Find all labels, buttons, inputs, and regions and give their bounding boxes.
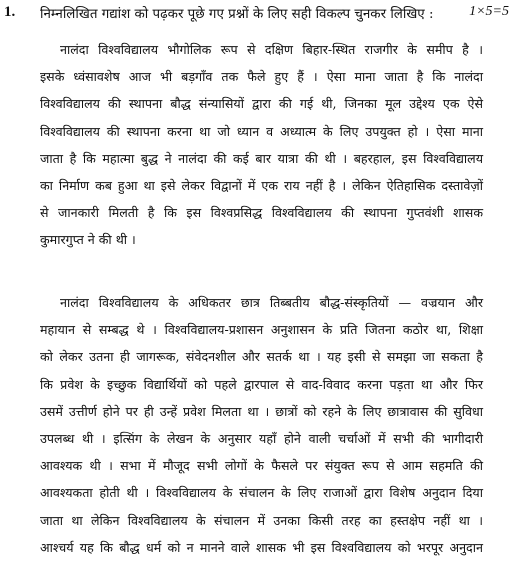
passage-line: इसके ध्वंसावशेष आज भी बड़गाँव तक फैले हुए हैं । ऐसा माना जाता है कि नालंदा <box>40 69 483 85</box>
question-marks: 1×5=5 <box>469 4 509 19</box>
passage-line: आवश्यक थी । सभा में मौजूद सभी लोगों के फैसले पर संयुक्त रूप से आम सहमति की <box>40 458 483 474</box>
passage-line: जाता था लेकिन विश्वविद्यालय के संचालन में उनका किसी तरह का हस्तक्षेप नहीं था । <box>40 512 483 528</box>
passage-line: विश्वविद्यालय की स्थापना बौद्ध संन्यासियों द्वारा की गई थी, जिनका मूल उद्देश्य एक ऐसे <box>40 96 483 112</box>
passage-line: कि प्रवेश के इच्छुक विद्यार्थियों को पहले द्वारपाल से वाद-विवाद करना पड़ता था और फिर <box>40 376 483 392</box>
passage-line: आश्चर्य यह कि बौद्ध धर्म को न मानने वाले शासक भी इस विश्वविद्यालय को भरपूर अनुदान <box>40 539 483 555</box>
passage-paragraph-2 <box>40 289 483 561</box>
passage-line: नालंदा विश्वविद्यालय भौगोलिक रूप से दक्षिण बिहार-स्थित राजगीर के समीप है । <box>60 42 483 57</box>
passage-line: नालंदा विश्वविद्यालय के अधिकतर छात्र तिब्बतीय बौद्ध-संस्कृतियों — वज्रयान और <box>60 295 483 310</box>
passage-line: उसमें उत्तीर्ण होने पर ही उन्हें प्रवेश मिलता था । छात्रों को रहने के लिए छात्रावास की सुविधा <box>40 403 483 419</box>
passage-line: का निर्माण कब हुआ था इसे लेकर विद्वानों में एक राय नहीं है । लेकिन ऐतिहासिक दस्तावेज़ों <box>40 177 483 193</box>
passage-line: से जानकारी मिलती है कि इस विश्वप्रसिद्ध विश्वविद्यालय की स्थापना गुप्तवंशी शासक <box>40 205 483 221</box>
passage-line: कुमारगुप्त ने की थी । <box>40 232 136 248</box>
passage-line: को लेकर उतना ही जागरूक, संवेदनशील और सतर्क था । यह इसी से समझा जा सकता है <box>40 349 483 365</box>
question-instruction: निम्नलिखित गद्यांश को पढ़कर पूछे गए प्रश्नों के लिए सही विकल्प चुनकर लिखिए : <box>40 7 434 22</box>
passage-line: आवश्यकता होती थी । विश्वविद्यालय के संचालन के लिए राजाओं द्वारा विशेष अनुदान दिया <box>40 485 483 501</box>
question-number: 1. <box>4 4 16 20</box>
passage-line: विश्वविद्यालय की स्थापना करना था जो ध्यान व अध्यात्म के लिए उपयुक्त हो । ऐसा माना <box>40 123 483 139</box>
passage-line: उपलब्ध थी । इत्सिंग के लेखन के अनुसार यहाँ होने वाली चर्चाओं में सभी की भागीदारी <box>40 430 483 446</box>
passage-line: जाता है कि महात्मा बुद्ध ने नालंदा की कई बार यात्रा की थी । बहरहाल, इस विश्वविद्यालय <box>40 150 483 166</box>
passage-paragraph-1 <box>40 36 483 254</box>
passage-line: महायान से सम्बद्ध थे । विश्वविद्यालय-प्रशासन अनुशासन के प्रति जितना कठोर था, शिक्षा <box>40 322 483 338</box>
